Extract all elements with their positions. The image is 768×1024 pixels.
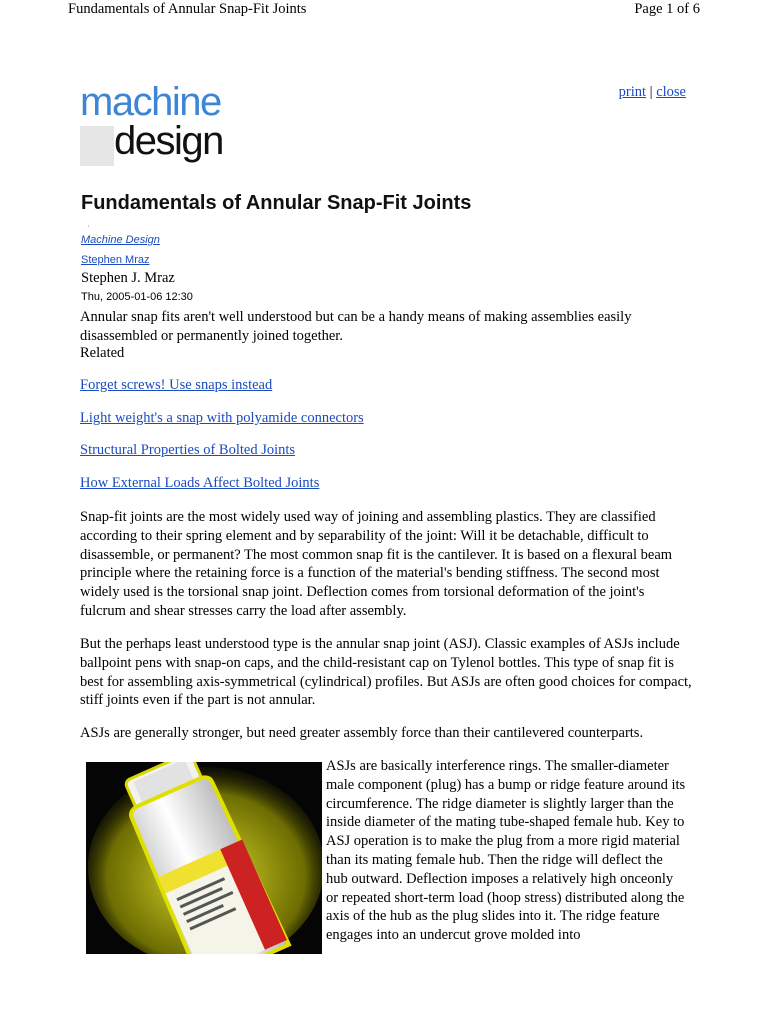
- print-header: [0, 0, 768, 20]
- related-link[interactable]: Light weight's a snap with polyamide connectors: [80, 410, 364, 426]
- body-paragraph: Snap-fit joints are the most widely used way of joining and assembling plastics. They are classified according to their spring element and by separability of the joint: Will it be detachable, difficult to disassemble, or permanent? The most common snap fit is the cantilever. It is based on a flexural beam principle where the retaining force is a function of the material's bending stiffness. The second most widely used is the torsional snap joint. Deflection comes from torsional deformation of the joint's fulcrum and shear stresses carry the load after assembly.: [80, 509, 673, 619]
- publish-date: Thu, 2005-01-06 12:30: [81, 291, 193, 303]
- separator-dot: ·: [87, 222, 90, 231]
- author-link[interactable]: Stephen Mraz: [81, 254, 150, 266]
- pill-bottle-photo: [86, 762, 322, 954]
- close-link[interactable]: close: [656, 84, 686, 100]
- header-doc-title: Fundamentals of Annular Snap-Fit Joints: [68, 1, 307, 17]
- article-summary: Annular snap fits aren't well understood but can be a handy means of making assemblies easily disassembled or permanently joined together.: [80, 309, 632, 344]
- article-title: Fundamentals of Annular Snap-Fit Joints: [81, 192, 472, 214]
- links-separator: |: [646, 84, 657, 100]
- author-name: Stephen J. Mraz: [81, 270, 175, 286]
- print-link[interactable]: print: [618, 84, 647, 100]
- body-paragraph: But the perhaps least understood type is the annular snap joint (ASJ). Classic examples of ASJs include ballpoint pens with snap-on caps, and the child-resistant cap on Tylenol bottles. This type of snap fit is best for assembling axis-symmetrical (cylindrical) profiles. But ASJs are often good choices for compact, stiff joints even if the part is not annular.: [80, 636, 692, 709]
- related-label: Related: [80, 345, 125, 361]
- related-link[interactable]: Structural Properties of Bolted Joints: [80, 442, 296, 458]
- source-link[interactable]: Machine Design: [81, 234, 160, 246]
- related-link[interactable]: How External Loads Affect Bolted Joints: [80, 475, 320, 491]
- machine-design-logo: [80, 80, 240, 168]
- print-close-links: [619, 84, 686, 101]
- body-paragraph: ASJs are generally stronger, but need greater assembly force than their cantilevered counterparts.: [80, 725, 644, 741]
- related-link[interactable]: Forget screws! Use snaps instead: [80, 377, 273, 393]
- header-page-number: Page 1 of 6: [634, 1, 700, 17]
- logo-line-design: design: [114, 119, 223, 163]
- body-paragraph: ASJs are basically interference rings. The smaller-diameter male component (plug) has a bump or ridge feature around its circumference. The ridge diameter is slightly larger than the inside diameter of the mating tube-shaped female hub. Key to ASJ operation is to make the plug from a more rigid material than its mating female hub. Then the ridge will deflect the hub outward. Deflection imposes a relatively high onceonly or repeated short-term load (hoop stress) distributed along the axis of the hub as the plug slides into it. The ridge feature engages into an undercut grove molded into: [326, 758, 686, 944]
- pill-bottle-illustration: [86, 762, 322, 954]
- logo-line-machine: machine: [80, 80, 221, 124]
- logo-accent-bar: [80, 126, 114, 166]
